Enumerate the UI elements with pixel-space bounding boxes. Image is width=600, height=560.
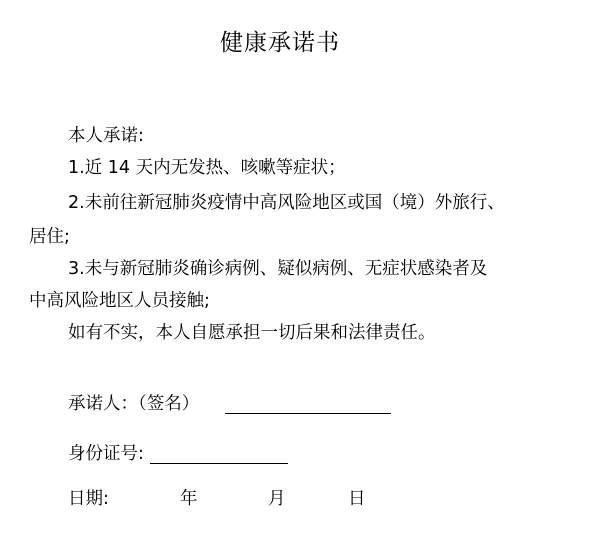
promise-item-2-continued: 居住; [29, 227, 70, 247]
date-day-label: 日 [348, 489, 366, 509]
disclaimer-statement: 如有不实，本人自愿承担一切后果和法律责任。 [68, 323, 436, 343]
date-year-label: 年 [180, 489, 198, 509]
signature-label: 承诺人：（签名） [68, 394, 200, 414]
id-number-blank-line [150, 463, 288, 464]
promise-item-2: 2.未前往新冠肺炎疫情中高风险地区或国（境）外旅行、 [68, 193, 505, 213]
date-label: 日期: [68, 489, 109, 509]
date-month-label: 月 [268, 489, 286, 509]
id-number-label: 身份证号: [68, 444, 144, 464]
signature-blank-line [225, 413, 391, 414]
promise-item-3-continued: 中高风险地区人员接触; [29, 291, 210, 311]
promise-item-1: 1.近 14 天内无发热、咳嗽等症状； [68, 158, 346, 178]
promise-item-3: 3.未与新冠肺炎确诊病例、疑似病例、无症状感染者及 [68, 259, 488, 279]
document-title: 健康承诺书 [220, 30, 340, 56]
promise-intro: 本人承诺: [68, 126, 144, 146]
